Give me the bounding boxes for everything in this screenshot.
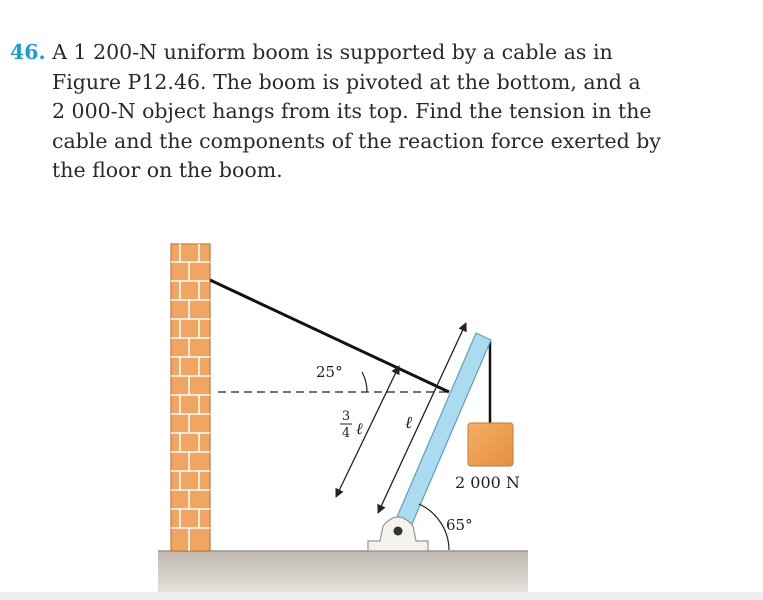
three-quarter-length-label bbox=[340, 409, 363, 441]
hanging-weight bbox=[468, 423, 513, 466]
floor bbox=[158, 551, 528, 593]
length-label: ℓ bbox=[405, 413, 413, 433]
problem-number: 46. bbox=[10, 40, 46, 64]
boom-angle-label: 65° bbox=[446, 516, 473, 534]
bottom-divider bbox=[0, 592, 763, 600]
cable-angle-arc bbox=[362, 372, 367, 392]
weight-label: 2 000 N bbox=[455, 473, 520, 492]
problem-text-line: Figure P12.46. The boom is pivoted at the bottom, and a bbox=[52, 69, 641, 94]
fraction-numerator: 3 bbox=[341, 409, 351, 424]
wall bbox=[171, 244, 210, 551]
pivot-support bbox=[368, 517, 428, 551]
fraction-length-symbol: ℓ bbox=[356, 419, 363, 438]
problem-text-line: A 1 200-N uniform boom is supported by a cable as in bbox=[52, 40, 613, 64]
problem-text-line: 2 000-N object hangs from its top. Find the tension in the bbox=[52, 99, 652, 123]
fraction-denominator: 4 bbox=[341, 426, 351, 441]
problem-text-line: cable and the components of the reaction force exerted by bbox=[52, 128, 661, 153]
cable-angle-label: 25° bbox=[316, 363, 343, 381]
problem-text-line: the floor on the boom. bbox=[52, 158, 283, 182]
